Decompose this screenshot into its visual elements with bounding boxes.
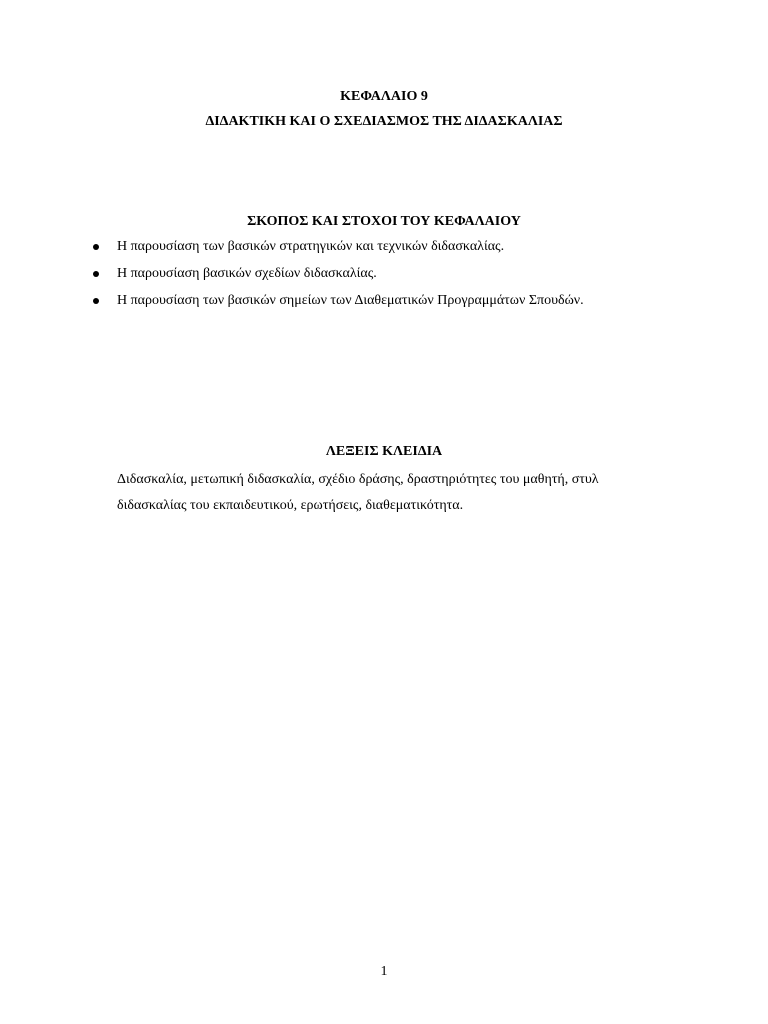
list-item-text: Η παρουσίαση βασικών σχεδίων διδασκαλίας.	[117, 266, 377, 281]
list-item-text: Η παρουσίαση των βασικών σημείων των Διαθεματικών Προγραμμάτων Σπουδών.	[117, 293, 584, 308]
bullet-icon	[93, 298, 99, 304]
list-item	[93, 265, 733, 283]
bullet-icon	[93, 244, 99, 250]
keywords-heading: ΛΕΞΕΙΣ ΚΛΕΙΔΙΑ	[325, 444, 443, 459]
list-item	[93, 292, 733, 310]
chapter-label: ΚΕΦΑΛΑΙΟ 9	[340, 89, 428, 104]
keywords-line: Διδασκαλία, μετωπική διδασκαλία, σχέδιο δράσης, δραστηριότητες του μαθητή, στυλ	[117, 472, 599, 487]
list-item	[93, 238, 733, 256]
objectives-heading: ΣΚΟΠΟΣ ΚΑΙ ΣΤΟΧΟΙ ΤΟΥ ΚΕΦΑΛΑΙΟΥ	[247, 214, 521, 229]
objectives-list	[93, 238, 733, 319]
list-item-text: Η παρουσίαση των βασικών στρατηγικών και τεχνικών διδασκαλίας.	[117, 239, 505, 254]
keywords-paragraph	[117, 467, 677, 519]
keywords-line: διδασκαλίας του εκπαιδευτικού, ερωτήσεις, διαθεματικότητα.	[117, 498, 464, 513]
bullet-icon	[93, 271, 99, 277]
chapter-title: ΔΙΔΑΚΤΙΚΗ ΚΑΙ Ο ΣΧΕΔΙΑΣΜΟΣ ΤΗΣ ΔΙΔΑΣΚΑΛΙΑΣ	[205, 114, 563, 129]
page-number: 1	[380, 964, 388, 979]
